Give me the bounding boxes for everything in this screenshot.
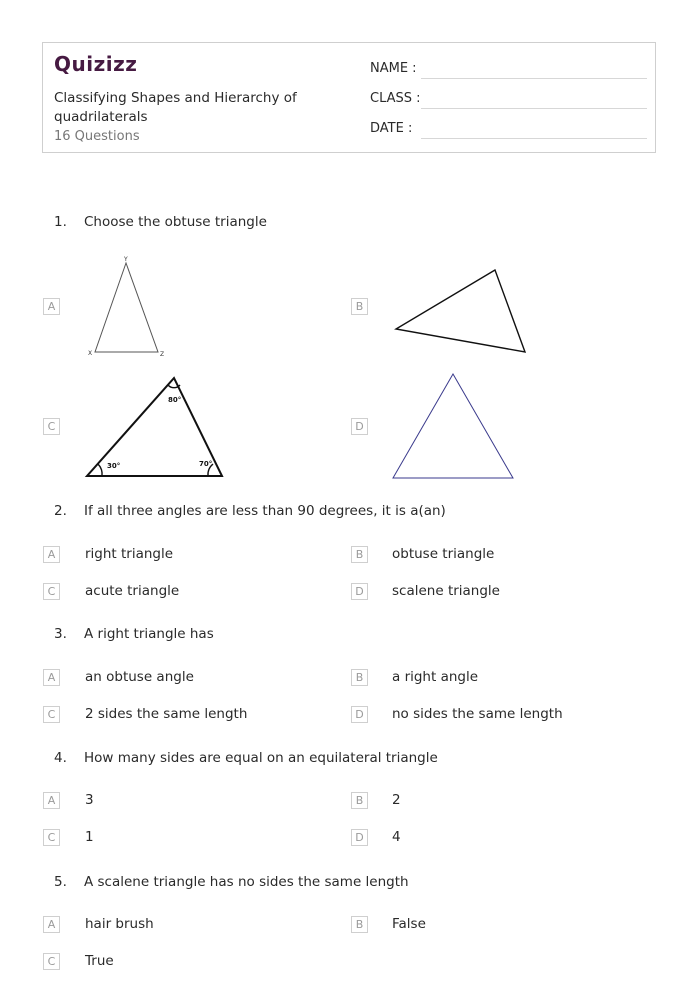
name-line [421, 78, 647, 79]
option-letter-d[interactable]: D [351, 583, 368, 600]
question-number: 4. [54, 750, 67, 766]
option-letter-a[interactable]: A [43, 298, 60, 315]
angle-label-80: 80° [168, 396, 182, 404]
option-text-d[interactable]: scalene triangle [392, 583, 500, 599]
option-text-b[interactable]: False [392, 916, 426, 932]
vertex-label-y: Y [124, 256, 128, 263]
option-letter-c[interactable]: C [43, 953, 60, 970]
option-text-c[interactable]: True [85, 953, 114, 969]
option-text-a[interactable]: hair brush [85, 916, 154, 932]
option-letter-b[interactable]: B [351, 916, 368, 933]
option-letter-a[interactable]: A [43, 916, 60, 933]
option-letter-b[interactable]: B [351, 546, 368, 563]
name-label: NAME : [370, 61, 417, 76]
option-letter-b[interactable]: B [351, 298, 368, 315]
worksheet-title: Classifying Shapes and Hierarchy of quadrilaterals [54, 90, 297, 125]
option-text-b[interactable]: obtuse triangle [392, 546, 495, 562]
option-letter-c[interactable]: C [43, 583, 60, 600]
vertex-label-x: X [88, 350, 93, 357]
option-text-c[interactable]: acute triangle [85, 583, 180, 599]
question-number: 3. [54, 626, 67, 642]
option-text-b[interactable]: 2 [392, 792, 401, 808]
question-text: If all three angles are less than 90 degrees, it is a(an) [84, 503, 446, 519]
angle-label-70: 70° [199, 460, 213, 468]
quizizz-logo: Quizizz [54, 52, 138, 76]
isosceles-triangle-xyz-image[interactable] [85, 255, 175, 360]
date-label: DATE : [370, 121, 413, 136]
option-letter-b[interactable]: B [351, 669, 368, 686]
option-letter-d[interactable]: D [351, 829, 368, 846]
question-text: How many sides are equal on an equilateral triangle [84, 750, 438, 766]
question-number: 5. [54, 874, 67, 890]
option-letter-a[interactable]: A [43, 792, 60, 809]
class-line [421, 108, 647, 109]
triangle-with-angles-image[interactable] [82, 372, 227, 482]
option-text-d[interactable]: 4 [392, 829, 401, 845]
worksheet-header [42, 42, 656, 153]
option-text-c[interactable]: 2 sides the same length [85, 706, 248, 722]
date-line [421, 138, 647, 139]
option-letter-a[interactable]: A [43, 669, 60, 686]
option-letter-a[interactable]: A [43, 546, 60, 563]
question-number: 2. [54, 503, 67, 519]
question-text: A scalene triangle has no sides the same length [84, 874, 409, 890]
question-number: 1. [54, 214, 67, 230]
question-text: A right triangle has [84, 626, 214, 642]
question-text: Choose the obtuse triangle [84, 214, 267, 230]
obtuse-triangle-image[interactable] [390, 265, 535, 360]
option-letter-d[interactable]: D [351, 706, 368, 723]
option-letter-c[interactable]: C [43, 418, 60, 435]
option-text-c[interactable]: 1 [85, 829, 94, 845]
option-text-a[interactable]: 3 [85, 792, 94, 808]
option-letter-c[interactable]: C [43, 706, 60, 723]
option-text-d[interactable]: no sides the same length [392, 706, 563, 722]
class-label: CLASS : [370, 91, 421, 106]
option-text-a[interactable]: an obtuse angle [85, 669, 194, 685]
vertex-label-z: Z [160, 351, 165, 358]
option-text-a[interactable]: right triangle [85, 546, 174, 562]
option-letter-b[interactable]: B [351, 792, 368, 809]
angle-label-30: 30° [107, 462, 121, 470]
option-letter-c[interactable]: C [43, 829, 60, 846]
equilateral-triangle-image[interactable] [388, 370, 518, 482]
option-letter-d[interactable]: D [351, 418, 368, 435]
question-count: 16 Questions [54, 129, 140, 144]
option-text-b[interactable]: a right angle [392, 669, 479, 685]
